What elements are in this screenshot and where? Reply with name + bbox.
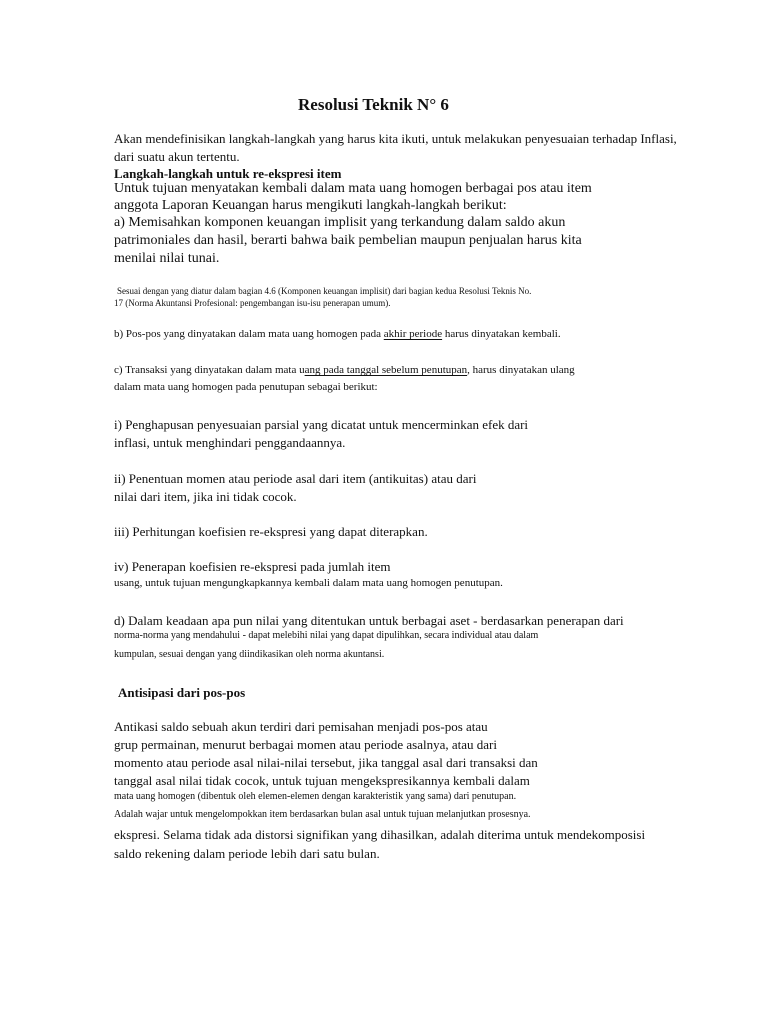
paragraph-line: anggota Laporan Keuangan harus mengikuti langkah-langkah berikut: (114, 198, 507, 213)
item-d-line-1: d) Dalam keadaan apa pun nilai yang ditentukan untuk berbagai aset - berdasarkan penerapan dari (114, 613, 624, 628)
item-ii-line-2: nilai dari item, jika ini tidak cocok. (114, 489, 297, 504)
anticipation-line-8: saldo rekening dalam periode lebih dari satu bulan. (114, 846, 380, 861)
item-iv-line-1: iv) Penerapan koefisien re-ekspresi pada jumlah item (114, 559, 391, 574)
item-a-line-2: patrimoniales dan hasil, berarti bahwa baik pembelian maupun penjualan harus kita (114, 233, 582, 248)
item-b-underlined: akhir periode (383, 328, 443, 340)
section-heading-anticipation: Antisipasi dari pos-pos (118, 685, 246, 700)
anticipation-line-4: tanggal asal nilai tidak cocok, untuk tujuan mengekspresikannya kembali dalam (114, 773, 530, 788)
intro-line-2: dari suatu akun tertentu. (114, 149, 240, 164)
anticipation-line-1: Antikasi saldo sebuah akun terdiri dari pemisahan menjadi pos-pos atau (114, 719, 488, 734)
item-iv-line-2: usang, untuk tujuan mengungkapkannya kembali dalam mata uang homogen penutupan. (114, 577, 503, 589)
item-ii-line-1: ii) Penentuan momen atau periode asal dari item (antikuitas) atau dari (114, 471, 477, 486)
item-c-underlined: ang pada tanggal sebelum penutupan (304, 364, 468, 376)
item-i-line-1: i) Penghapusan penyesuaian parsial yang dicatat untuk mencerminkan efek dari (114, 417, 529, 432)
anticipation-line-2: grup permainan, menurut berbagai momen atau periode asalnya, atau dari (114, 737, 497, 752)
anticipation-line-6: Adalah wajar untuk mengelompokkan item berdasarkan bulan asal untuk tujuan melanjutkan prosesnya. (114, 809, 531, 820)
item-iii-line-1: iii) Perhitungan koefisien re-ekspresi yang dapat diterapkan. (114, 524, 428, 539)
anticipation-line-7: ekspresi. Selama tidak ada distorsi signifikan yang dihasilkan, adalah diterima untuk mendekomposisi (114, 827, 646, 842)
document-title: Resolusi Teknik N° 6 (298, 95, 449, 114)
item-c-line-1 (114, 365, 575, 376)
item-i-line-2: inflasi, untuk menghindari penggandaannya. (114, 435, 346, 450)
item-b-text-end: harus dinyatakan kembali. (442, 328, 561, 340)
intro-line-1: Akan mendefinisikan langkah-langkah yang harus kita ikuti, untuk melakukan penyesuaian terhadap Inflasi, (114, 131, 677, 146)
footnote-line-1: Sesuai dengan yang diatur dalam bagian 4.6 (Komponen keuangan implisit) dari bagian kedua Resolusi Teknis No. (117, 286, 532, 296)
anticipation-line-5: mata uang homogen (dibentuk oleh elemen-elemen dengan karakteristik yang sama) dari penutupan. (114, 791, 517, 802)
item-a-line-3: menilai nilai tunai. (114, 251, 220, 266)
footnote-line-2: 17 (Norma Akuntansi Profesional: pengembangan isu-isu penerapan umum). (114, 298, 391, 308)
anticipation-line-3: momento atau periode asal nilai-nilai tersebut, jika tanggal asal dari transaksi dan (114, 755, 538, 770)
item-d-line-2: norma-norma yang mendahului - dapat melebihi nilai yang dapat dipulihkan, secara individual atau dalam (114, 630, 539, 641)
item-b-line (114, 329, 561, 340)
item-b-text: b) Pos-pos yang dinyatakan dalam mata uang homogen pada (114, 328, 384, 340)
item-c-text-end: , harus dinyatakan ulang (467, 364, 575, 376)
item-a-line-1: a) Memisahkan komponen keuangan implisit yang terkandung dalam saldo akun (114, 215, 566, 230)
item-d-line-3: kumpulan, sesuai dengan yang diindikasikan oleh norma akuntansi. (114, 649, 385, 660)
section-heading-reexpression: Langkah-langkah untuk re-ekspresi item (114, 166, 342, 181)
item-c-line-2: dalam mata uang homogen pada penutupan sebagai berikut: (114, 381, 378, 393)
paragraph-line: Untuk tujuan menyatakan kembali dalam mata uang homogen berbagai pos atau item (114, 181, 592, 196)
item-c-text: c) Transaksi yang dinyatakan dalam mata u (114, 364, 305, 376)
